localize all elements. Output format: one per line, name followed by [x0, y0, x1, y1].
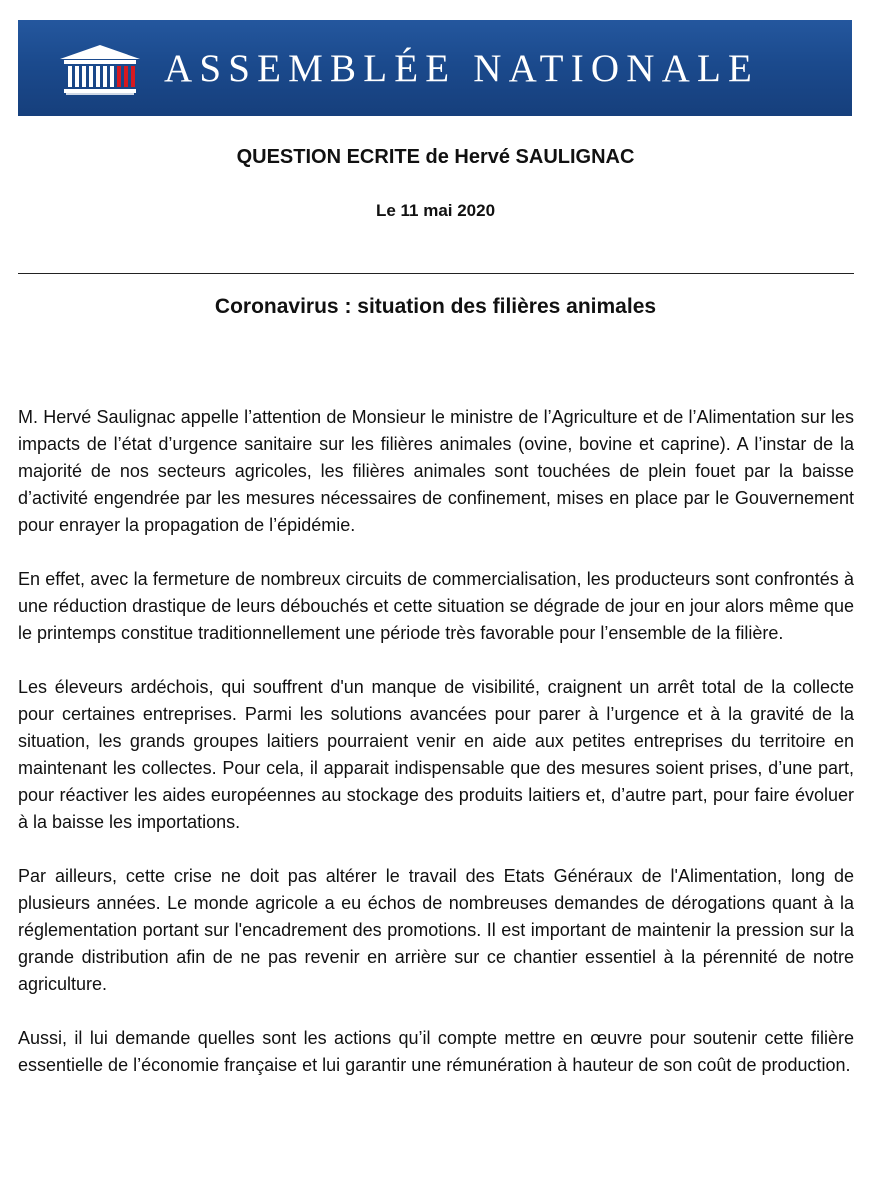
question-title: QUESTION ECRITE de Hervé SAULIGNAC — [236, 146, 635, 168]
body-paragraph: Par ailleurs, cette crise ne doit pas altérer le travail des Etats Généraux de l'Alimentation, long de plusieurs années. Le monde agricole a eu échos de nombreuses demandes de dérogations quant à la réglementation portant sur l'encadrement des promotions. Il est important de maintenir la pression sur la grande distribution afin de ne pas revenir en arrière sur ce chantier essentiel à la pérennité de notre agriculture. — [18, 866, 854, 994]
body-paragraph: En effet, avec la fermeture de nombreux circuits de commercialisation, les producteurs sont confrontés à une réduction drastique de leurs débouchés et cette situation se dégrade de jour en jour alors même que le printemps constitue traditionnellement une période très favorable pour l’ensemble de la filière. — [18, 569, 854, 643]
assemblee-nationale-logo-icon — [52, 41, 148, 97]
question-date: Le 11 mai 2020 — [375, 201, 496, 220]
banner-title: ASSEMBLÉE NATIONALE — [164, 47, 760, 90]
body-paragraph: M. Hervé Saulignac appelle l’attention de Monsieur le ministre de l’Agriculture et de l’Alimentation sur les impacts de l’état d’urgence sanitaire sur les filières animales (ovine, bovine et caprine). A l’instar de la majorité de nos secteurs agricoles, les filières animales sont touchées de plein fouet par la baisse d’activité engendrée par les mesures nécessaires de confinement, mises en place par le Gouvernement pour enrayer la propagation de l’épidémie. — [18, 407, 854, 535]
subject-title: Coronavirus : situation des filières animales — [214, 295, 657, 318]
body-paragraph: Aussi, il lui demande quelles sont les actions qu’il compte mettre en œuvre pour soutenir cette filière essentielle de l’économie française et lui garantir une rémunération à hauteur de son coût de production. — [18, 1028, 854, 1075]
question-body — [18, 404, 854, 1079]
section-divider — [18, 273, 854, 274]
body-paragraph: Les éleveurs ardéchois, qui souffrent d'un manque de visibilité, craignent un arrêt total de la collecte pour certaines entreprises. Parmi les solutions avancées pour parer à l’urgence et à la gravité de la situation, les grands groupes laitiers pourraient venir en aide aux petites entreprises du territoire en maintenant les collectes. Pour cela, il apparait indispensable que des mesures soient prises, d’une part, pour réactiver les aides européennes au stockage des produits laitiers et, d’autre part, pour faire évoluer à la baisse les importations. — [18, 677, 854, 832]
header-banner — [18, 20, 852, 116]
